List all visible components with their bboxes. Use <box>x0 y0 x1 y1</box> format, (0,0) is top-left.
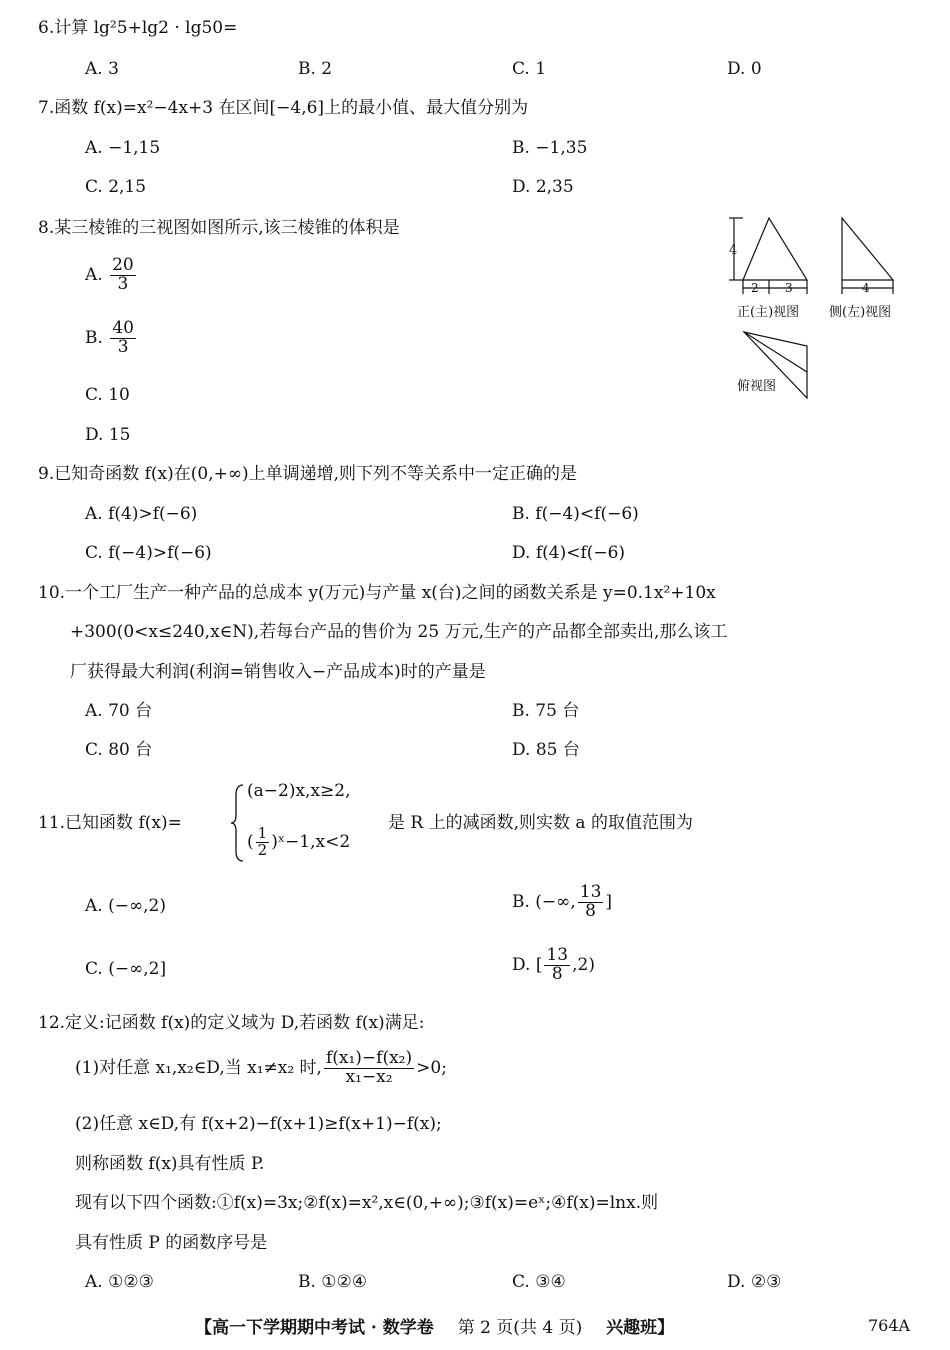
height-label: 4 <box>729 243 738 258</box>
front-left-label: 2 <box>751 281 759 295</box>
q10-option-a: A. 70 台 <box>85 701 153 721</box>
q12-condition-1-post: >0; <box>416 1057 447 1078</box>
q7-option-d: D. 2,35 <box>512 177 574 197</box>
piecewise-brace <box>230 783 244 863</box>
q12-stem: 12.定义:记函数 f(x)的定义域为 D,若函数 f(x)满足: <box>38 1013 425 1033</box>
fraction-numerator: 13 <box>546 945 569 965</box>
q8-option-a-fraction <box>110 257 136 294</box>
fraction-numerator: 13 <box>579 882 602 902</box>
q11-option-d-pre: D. [ <box>512 954 543 975</box>
q9-option-c: C. f(−4)>f(−6) <box>85 543 212 563</box>
q12-condition-1-pre: (1)对任意 x₁,x₂∈D,当 x₁≠x₂ 时, <box>75 1057 322 1078</box>
q11-option-c: C. (−∞,2] <box>85 959 167 979</box>
q11-case-2 <box>247 826 350 859</box>
q11-option-b-pre: B. (−∞, <box>512 891 576 912</box>
q7-option-c: C. 2,15 <box>85 177 147 197</box>
q11-option-d-post: ,2) <box>572 954 595 975</box>
q10-option-c: C. 80 台 <box>85 740 153 760</box>
page-footer <box>195 1313 674 1338</box>
q12-option-c: C. ③④ <box>512 1272 566 1292</box>
side-view-caption: 侧(左)视图 <box>829 305 892 320</box>
q11-option-d <box>512 947 595 984</box>
footer-page-number: 第 2 页(共 4 页) <box>457 1318 583 1338</box>
q6-option-c: C. 1 <box>512 59 547 79</box>
q11-suffix: 是 R 上的减函数,则实数 a 的取值范围为 <box>388 813 693 833</box>
q11-option-d-fraction <box>544 947 570 984</box>
q7-option-b: B. −1,35 <box>512 138 588 158</box>
q12-option-d: D. ②③ <box>727 1272 782 1292</box>
footer-class: 兴趣班】 <box>606 1318 675 1338</box>
fraction-denominator: 2 <box>257 840 268 859</box>
q8-option-b-label: B. <box>85 327 103 348</box>
q12-option-b: B. ①②④ <box>298 1272 368 1292</box>
q12-option-a: A. ①②③ <box>85 1272 154 1292</box>
q8-option-a-label: A. <box>85 264 103 285</box>
q7-option-a: A. −1,15 <box>85 138 161 158</box>
q11-case-1: (a−2)x,x≥2, <box>247 781 351 801</box>
fraction-numerator: 1 <box>257 824 268 842</box>
q11-option-a: A. (−∞,2) <box>85 896 166 916</box>
top-view-inner-edge <box>744 332 807 372</box>
q6-stem: 6.计算 lg²5+lg2 · lg50= <box>38 18 238 38</box>
q11-case-2-open: ( <box>247 831 254 852</box>
q6-option-d: D. 0 <box>727 59 762 79</box>
q6-option-b: B. 2 <box>298 59 333 79</box>
q10-option-b: B. 75 台 <box>512 701 580 721</box>
side-width-label: 4 <box>862 281 870 295</box>
front-view-triangle <box>743 218 807 280</box>
q11-option-b <box>512 884 612 921</box>
q8-option-a <box>85 257 138 294</box>
q10-option-d: D. 85 台 <box>512 740 580 760</box>
q8-stem: 8.某三棱锥的三视图如图所示,该三棱锥的体积是 <box>38 218 400 238</box>
three-view-figure <box>725 210 920 400</box>
q12-ask: 具有性质 P 的函数序号是 <box>75 1233 268 1253</box>
q12-function-list: 现有以下四个函数:①f(x)=3x;②f(x)=x²,x∈(0,+∞);③f(x)=eˣ;④f(x)=lnx.则 <box>75 1193 659 1213</box>
q9-option-d: D. f(4)<f(−6) <box>512 543 626 563</box>
q6-option-a: A. 3 <box>85 59 119 79</box>
q11-prefix: 11.已知函数 f(x)= <box>38 813 182 833</box>
q11-case-2-rest: )ˣ−1,x<2 <box>271 831 351 852</box>
q8-option-c: C. 10 <box>85 385 130 405</box>
q12-condition-1-fraction <box>324 1050 414 1087</box>
fraction-numerator: f(x₁)−f(x₂) <box>325 1048 413 1068</box>
fraction-denominator: 8 <box>551 963 563 984</box>
q8-option-d: D. 15 <box>85 425 131 445</box>
front-view <box>729 218 807 294</box>
fraction-denominator: 8 <box>585 900 596 921</box>
q11-case-2-fraction <box>256 826 270 859</box>
q9-stem: 9.已知奇函数 f(x)在(0,+∞)上单调递增,则下列不等关系中一定正确的是 <box>38 464 578 484</box>
q8-option-b-fraction <box>110 320 136 357</box>
q10-line-3: 厂获得最大利润(利润=销售收入−产品成本)时的产量是 <box>70 662 486 682</box>
fraction-numerator: 40 <box>112 318 134 338</box>
q8-option-b <box>85 320 138 357</box>
fraction-denominator: 3 <box>117 336 129 357</box>
footer-title: 【高一下学期期中考试 · 数学卷 <box>195 1318 434 1338</box>
q11-option-b-fraction <box>578 884 604 921</box>
front-view-caption: 正(主)视图 <box>737 305 800 320</box>
paper-code: 764A <box>868 1316 911 1335</box>
q9-option-a: A. f(4)>f(−6) <box>85 504 198 524</box>
fraction-denominator: 3 <box>117 273 129 294</box>
q12-condition-2: (2)任意 x∈D,有 f(x+2)−f(x+1)≥f(x+1)−f(x); <box>75 1114 442 1134</box>
fraction-numerator: 20 <box>112 255 134 275</box>
q11-option-b-post: ] <box>605 891 613 912</box>
q7-stem: 7.函数 f(x)=x²−4x+3 在区间[−4,6]上的最小值、最大值分别为 <box>38 98 529 118</box>
front-right-label: 3 <box>785 281 793 295</box>
q9-option-b: B. f(−4)<f(−6) <box>512 504 639 524</box>
q12-then: 则称函数 f(x)具有性质 P. <box>75 1154 265 1174</box>
side-view-triangle <box>842 218 893 280</box>
q10-line-1: 10.一个工厂生产一种产品的总成本 y(万元)与产量 x(台)之间的函数关系是 y=0.1x²+10x <box>38 583 716 603</box>
fraction-denominator: x₁−x₂ <box>345 1066 393 1087</box>
q10-line-2: +300(0<x≤240,x∈N),若每台产品的售价为 25 万元,生产的产品都全部卖出,那么该工 <box>70 622 728 642</box>
top-view-caption: 俯视图 <box>737 379 777 394</box>
q12-condition-1 <box>75 1050 447 1087</box>
